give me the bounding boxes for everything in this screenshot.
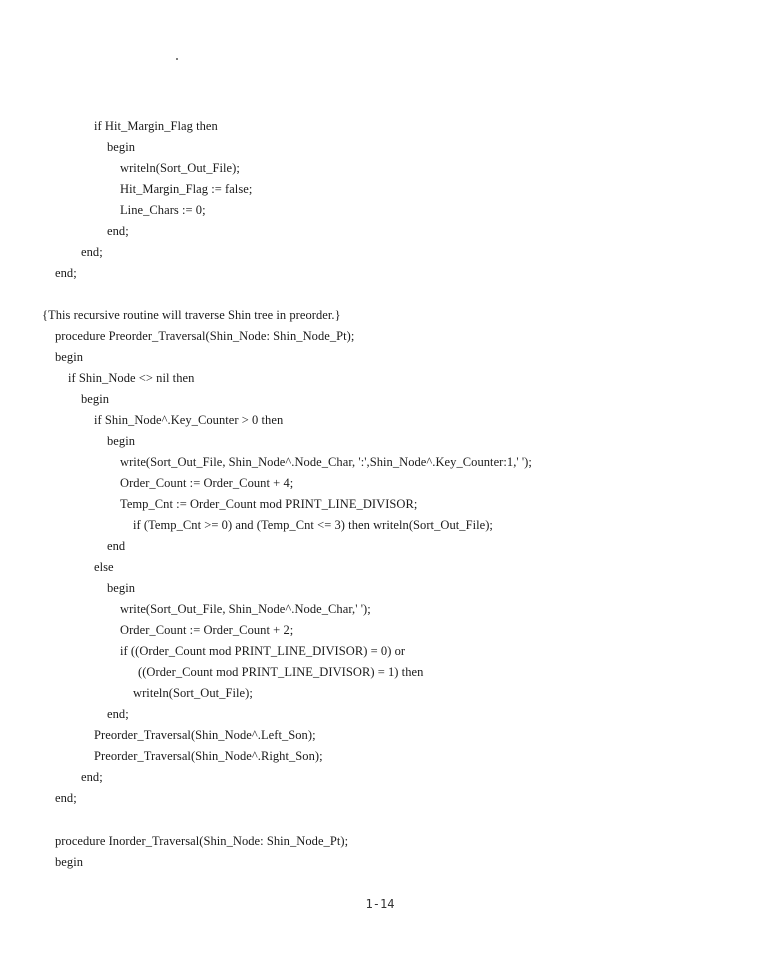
- code-line: if ((Order_Count mod PRINT_LINE_DIVISOR) = 0) or: [120, 644, 406, 658]
- code-line: Order_Count := Order_Count + 2;: [120, 623, 294, 637]
- code-line: if (Temp_Cnt >= 0) and (Temp_Cnt <= 3) then writeln(Sort_Out_File);: [133, 518, 493, 532]
- code-line: begin: [81, 392, 110, 406]
- code-line: if Hit_Margin_Flag then: [94, 119, 218, 133]
- code-line: end: [107, 539, 126, 553]
- code-line: ((Order_Count mod PRINT_LINE_DIVISOR) = 1) then: [138, 665, 424, 679]
- code-line: Preorder_Traversal(Shin_Node^.Left_Son);: [94, 728, 316, 742]
- code-line: Preorder_Traversal(Shin_Node^.Right_Son);: [94, 749, 323, 763]
- page-number: 1-14: [365, 897, 395, 911]
- code-line: end;: [107, 707, 129, 721]
- code-line: Line_Chars := 0;: [120, 203, 206, 217]
- code-line: write(Sort_Out_File, Shin_Node^.Node_Char, ':',Shin_Node^.Key_Counter:1,' ');: [120, 455, 532, 469]
- code-line: write(Sort_Out_File, Shin_Node^.Node_Char,' ');: [120, 602, 371, 616]
- code-line: end;: [81, 770, 103, 784]
- code-line: else: [94, 560, 114, 574]
- code-line: begin: [55, 855, 84, 869]
- code-line: begin: [55, 350, 84, 364]
- code-line: writeln(Sort_Out_File);: [120, 161, 240, 175]
- code-line: writeln(Sort_Out_File);: [133, 686, 253, 700]
- code-line: procedure Preorder_Traversal(Shin_Node: Shin_Node_Pt);: [55, 329, 355, 343]
- code-line: end;: [107, 224, 129, 238]
- code-line: Order_Count := Order_Count + 4;: [120, 476, 294, 490]
- code-line: if Shin_Node <> nil then: [68, 371, 195, 385]
- code-line: begin: [107, 581, 136, 595]
- code-line: begin: [107, 434, 136, 448]
- code-line: begin: [107, 140, 136, 154]
- code-line: end;: [55, 266, 77, 280]
- code-line: if Shin_Node^.Key_Counter > 0 then: [94, 413, 284, 427]
- code-line: Hit_Margin_Flag := false;: [120, 182, 253, 196]
- scan-speck: [176, 58, 178, 60]
- code-line: end;: [81, 245, 103, 259]
- code-line: Temp_Cnt := Order_Count mod PRINT_LINE_DIVISOR;: [120, 497, 418, 511]
- code-line: end;: [55, 791, 77, 805]
- comment-line: {This recursive routine will traverse Shin tree in preorder.}: [42, 308, 341, 322]
- code-line: procedure Inorder_Traversal(Shin_Node: Shin_Node_Pt);: [55, 834, 349, 848]
